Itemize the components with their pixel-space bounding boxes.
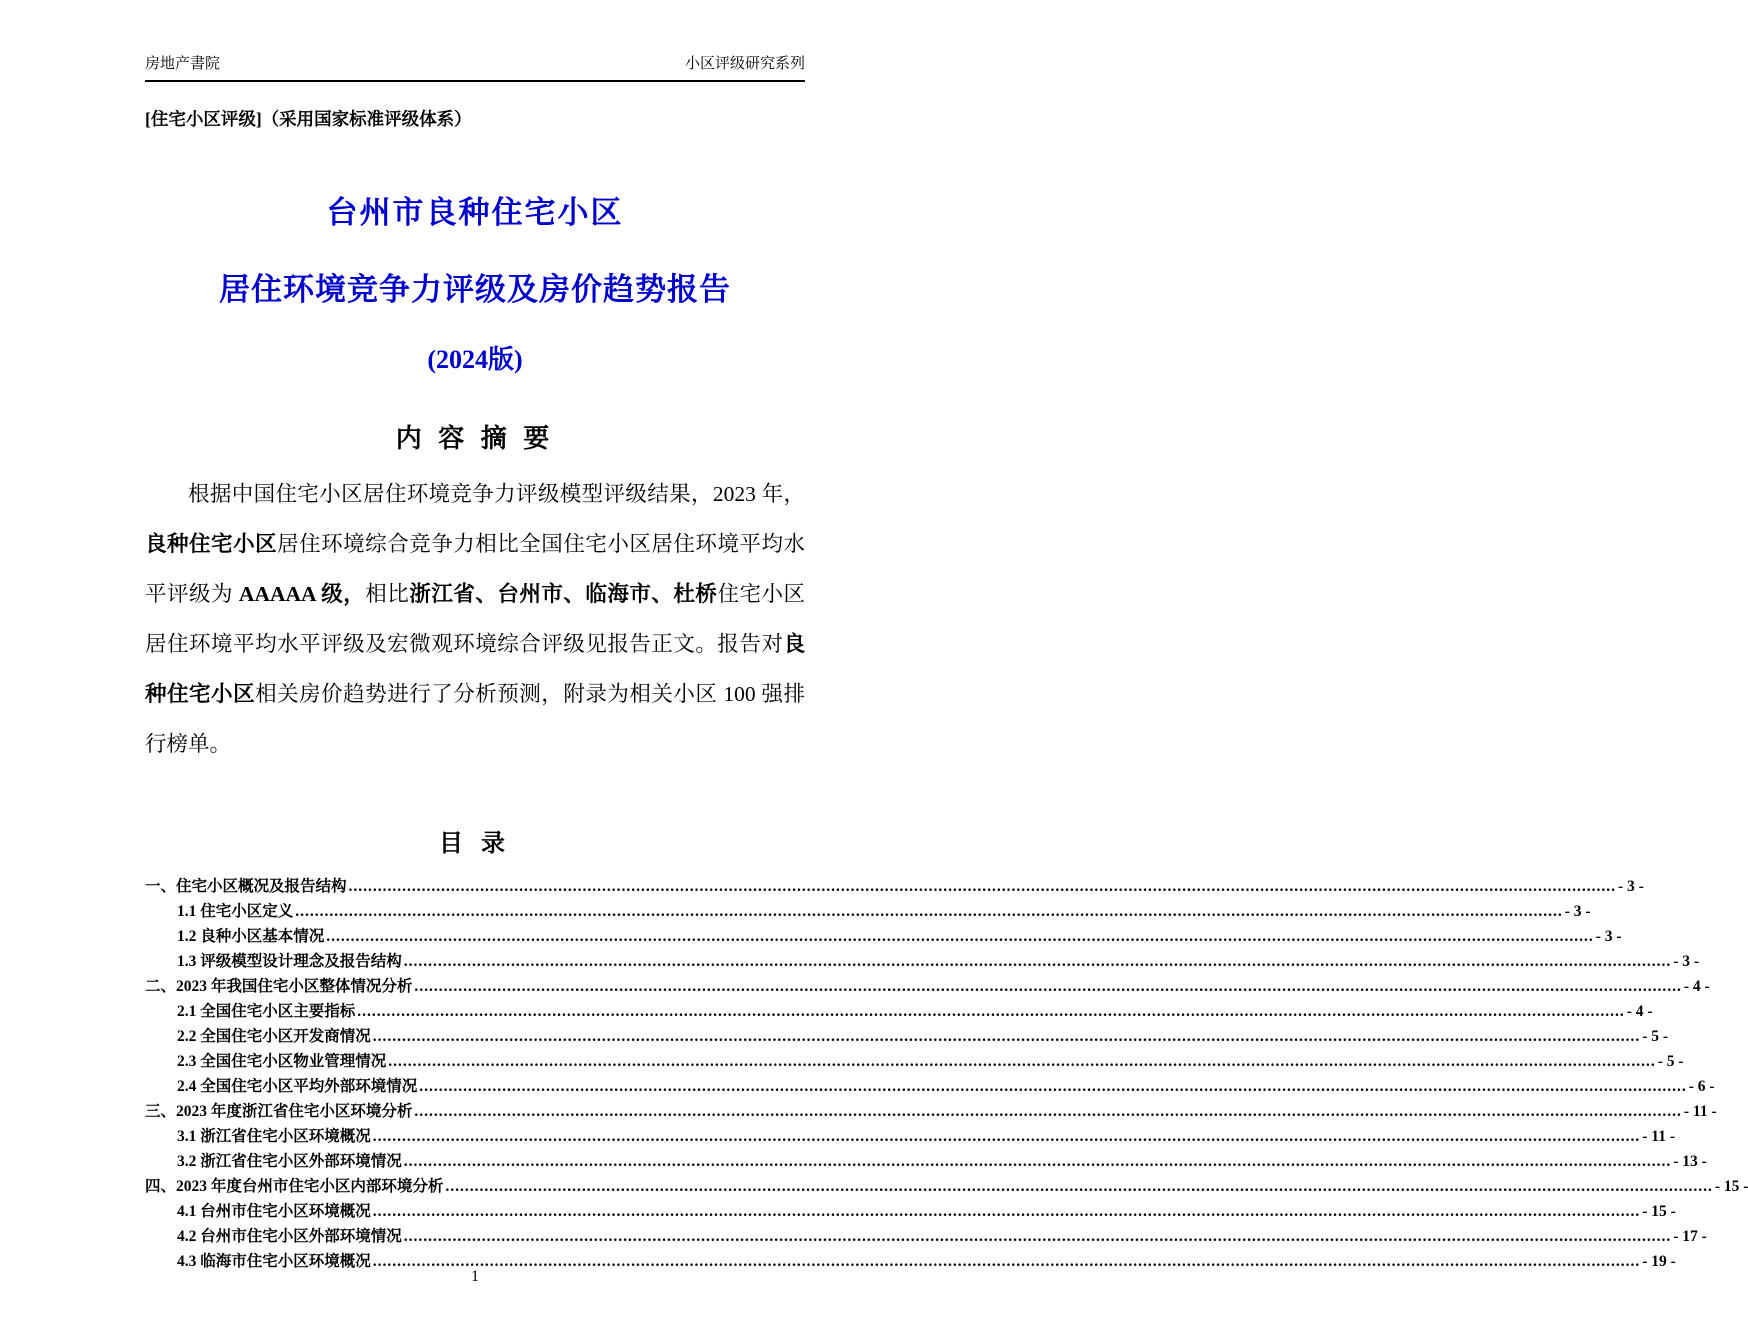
- toc-list: [145, 874, 1748, 1274]
- toc-entry-page: - 15 -: [1714, 1178, 1748, 1195]
- toc-entry-label: 3.2 浙江省住宅小区外部环境情况: [177, 1153, 402, 1170]
- toc-entry[interactable]: [145, 1074, 1715, 1099]
- toc-leader-dots: ....................................................................................................................................................................................................................................................................: [295, 903, 1563, 920]
- toc-leader-dots: ....................................................................................................................................................................................................................................................................: [326, 928, 1594, 945]
- toc-entry-page: - 3 -: [1618, 878, 1644, 895]
- toc-entry-page: - 11 -: [1683, 1103, 1717, 1120]
- toc-leader-dots: ....................................................................................................................................................................................................................................................................: [445, 1178, 1713, 1195]
- toc-entry-page: - 6 -: [1688, 1078, 1715, 1095]
- report-title-line2: 居住环境竞争力评级及房价趋势报告: [219, 272, 731, 307]
- toc-entry-page: - 4 -: [1683, 978, 1710, 995]
- toc-entry-label: 4.3 临海市住宅小区环境概况: [177, 1253, 371, 1270]
- toc-entry-page: - 15 -: [1642, 1203, 1676, 1220]
- toc-entry-label: 二、2023 年我国住宅小区整体情况分析: [145, 978, 413, 995]
- toc-leader-dots: ....................................................................................................................................................................................................................................................................: [372, 1203, 1641, 1220]
- header-right-text: 小区评级研究系列: [684, 55, 805, 72]
- toc-entry[interactable]: [145, 874, 1644, 899]
- summary-run-bold: 良种住宅小区: [145, 632, 805, 706]
- toc-entry[interactable]: [145, 1049, 1684, 1074]
- toc-leader-dots: ....................................................................................................................................................................................................................................................................: [403, 953, 1672, 970]
- toc-entry-label: 四、2023 年度台州市住宅小区内部环境分析: [145, 1178, 444, 1195]
- toc-entry-label: 1.3 评级模型设计理念及报告结构: [177, 953, 402, 970]
- toc-leader-dots: ....................................................................................................................................................................................................................................................................: [403, 1153, 1672, 1170]
- toc-entry[interactable]: [145, 1199, 1676, 1224]
- toc-entry-label: 一、住宅小区概况及报告结构: [145, 878, 347, 895]
- toc-entry[interactable]: [145, 1124, 1675, 1149]
- summary-run-bold: 良种住宅小区: [145, 532, 278, 556]
- toc-heading: 目 录: [439, 831, 511, 857]
- toc-leader-dots: ....................................................................................................................................................................................................................................................................: [348, 878, 1617, 895]
- toc-entry-label: 1.1 住宅小区定义: [177, 903, 294, 920]
- toc-entry[interactable]: [145, 999, 1653, 1024]
- toc-leader-dots: ....................................................................................................................................................................................................................................................................: [372, 1253, 1641, 1270]
- toc-entry-label: 1.2 良种小区基本情况: [177, 928, 325, 945]
- toc-entry[interactable]: [145, 1149, 1707, 1174]
- page-number: 1: [471, 1268, 479, 1285]
- toc-leader-dots: ....................................................................................................................................................................................................................................................................: [357, 1003, 1625, 1020]
- summary-run-bold: AAAAA 级，: [238, 582, 366, 606]
- toc-leader-dots: ....................................................................................................................................................................................................................................................................: [414, 978, 1682, 995]
- toc-leader-dots: ....................................................................................................................................................................................................................................................................: [372, 1028, 1641, 1045]
- toc-entry-label: 3.1 浙江省住宅小区环境概况: [177, 1128, 371, 1145]
- toc-entry[interactable]: [145, 949, 1700, 974]
- toc-entry[interactable]: [145, 974, 1710, 999]
- page-header: [145, 52, 805, 82]
- toc-entry-page: - 5 -: [1642, 1028, 1669, 1045]
- toc-entry-page: - 11 -: [1642, 1128, 1675, 1145]
- toc-entry-page: - 3 -: [1564, 903, 1591, 920]
- toc-entry-page: - 3 -: [1673, 953, 1700, 970]
- summary-run: 根据中国住宅小区居住环境竞争力评级模型评级结果，2023 年，: [188, 482, 805, 506]
- summary-run: 相关房价趋势进行了分析预测，附录为相关小区 100 强排行榜单。: [145, 682, 805, 756]
- toc-entry[interactable]: [145, 1174, 1748, 1199]
- toc-leader-dots: ....................................................................................................................................................................................................................................................................: [388, 1053, 1656, 1070]
- summary-run: 相比: [365, 582, 410, 606]
- toc-leader-dots: ....................................................................................................................................................................................................................................................................: [372, 1128, 1641, 1145]
- report-title-line1: 台州市良种住宅小区: [326, 195, 624, 230]
- toc-entry-label: 4.1 台州市住宅小区环境概况: [177, 1203, 371, 1220]
- summary-paragraph: [145, 469, 805, 769]
- toc-entry-label: 三、2023 年度浙江省住宅小区环境分析: [145, 1103, 413, 1120]
- toc-entry-label: 2.4 全国住宅小区平均外部环境情况: [177, 1078, 418, 1095]
- toc-entry-label: 2.2 全国住宅小区开发商情况: [177, 1028, 371, 1045]
- toc-entry-page: - 3 -: [1595, 928, 1622, 945]
- toc-entry-label: 2.1 全国住宅小区主要指标: [177, 1003, 356, 1020]
- toc-entry[interactable]: [145, 1224, 1707, 1249]
- toc-entry-label: 2.3 全国住宅小区物业管理情况: [177, 1053, 387, 1070]
- toc-entry-page: - 19 -: [1642, 1253, 1676, 1270]
- toc-entry-page: - 13 -: [1673, 1153, 1707, 1170]
- toc-entry[interactable]: [145, 899, 1591, 924]
- summary-run-bold: 浙江省、台州市、临海市、杜桥: [409, 582, 718, 606]
- toc-entry[interactable]: [145, 1024, 1669, 1049]
- series-line: [住宅小区评级]（采用国家标准评级体系）: [145, 109, 472, 129]
- header-left-text: 房地产書院: [145, 55, 221, 72]
- toc-entry-page: - 4 -: [1626, 1003, 1653, 1020]
- title-block: [145, 187, 805, 376]
- toc-entry[interactable]: [145, 1099, 1717, 1124]
- toc-entry-page: - 5 -: [1657, 1053, 1684, 1070]
- toc-entry[interactable]: [145, 924, 1622, 949]
- toc-leader-dots: ....................................................................................................................................................................................................................................................................: [414, 1103, 1682, 1120]
- summary-run: 居住环境综合竞争力相比全国住宅小区居住环境平均水平评级为: [145, 532, 805, 606]
- summary-heading: 内 容 摘 要: [395, 424, 555, 453]
- summary-run: 住宅小区居住环境平均水平评级及宏微观环境综合评级见报告正文。报告对: [145, 582, 805, 656]
- toc-entry-page: - 17 -: [1673, 1228, 1707, 1245]
- toc-entry-label: 4.2 台州市住宅小区外部环境情况: [177, 1228, 402, 1245]
- report-title-edition: (2024版): [427, 345, 523, 374]
- toc-leader-dots: ....................................................................................................................................................................................................................................................................: [419, 1078, 1687, 1095]
- toc-leader-dots: ....................................................................................................................................................................................................................................................................: [403, 1228, 1672, 1245]
